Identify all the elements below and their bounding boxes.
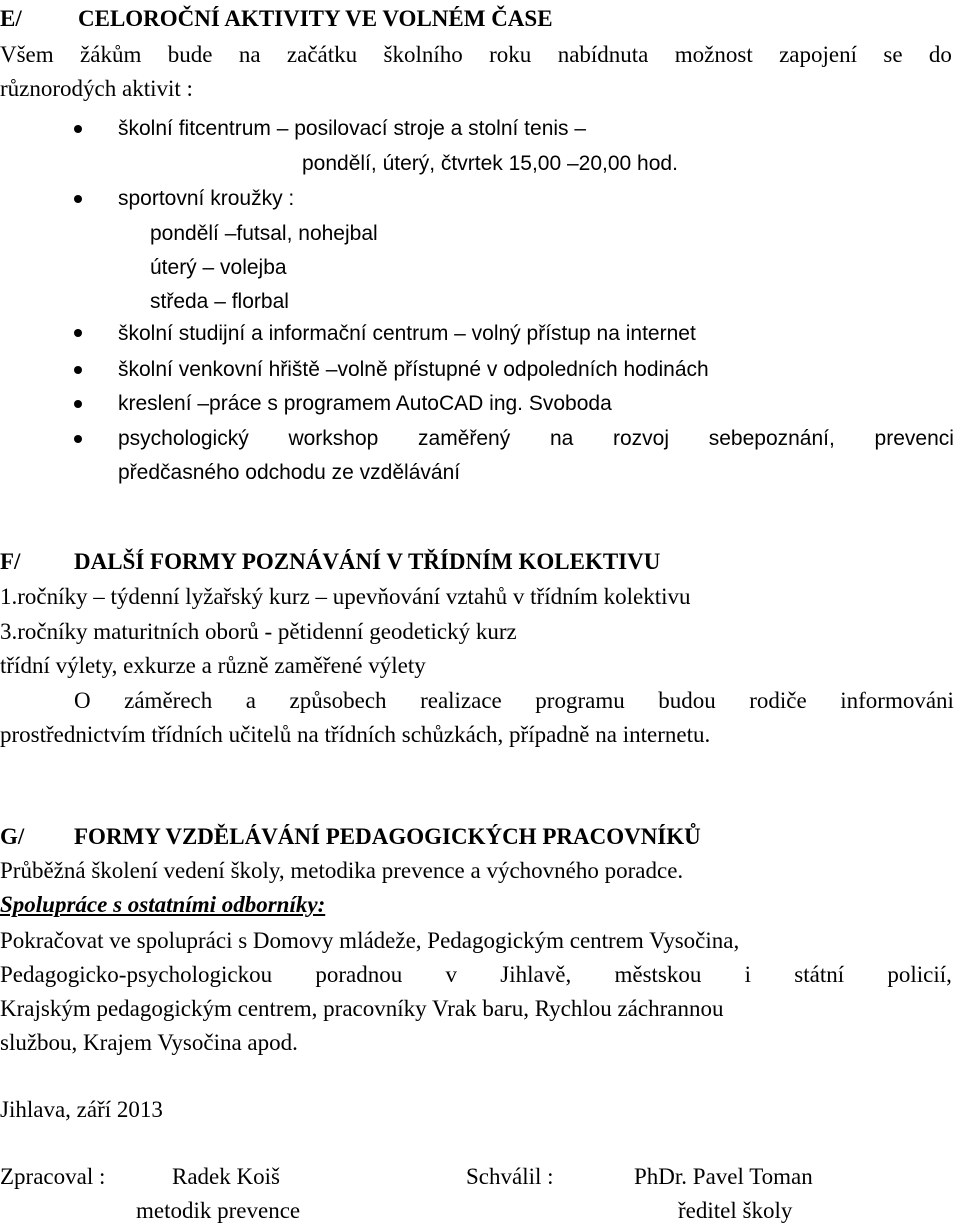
section-f-title: DALŠÍ FORMY POZNÁVÁNÍ V TŘÍDNÍM KOLEKTIVU <box>74 549 661 574</box>
section-g-line2: Pokračovat ve spolupráci s Domovy mládeže, Pedagogickým centrem Vysočina, <box>0 928 740 953</box>
list-item: sportovní kroužky : <box>118 187 295 210</box>
section-g-line3 <box>0 960 952 990</box>
word: v <box>445 962 458 987</box>
word: na <box>238 42 261 67</box>
word: informováni <box>840 688 954 713</box>
word: se <box>883 42 903 67</box>
word: programu <box>535 688 625 713</box>
section-g-subheading: Spolupráce s ostatními odborníky: <box>0 892 326 917</box>
list-item-continuation: pondělí, úterý, čtvrtek 15,00 –20,00 hod. <box>302 152 678 175</box>
word: workshop <box>288 427 379 450</box>
word: státní <box>794 962 845 987</box>
place-date: Jihlava, září 2013 <box>0 1097 163 1122</box>
word: Jihlavě, <box>500 962 572 987</box>
word: možnost <box>674 42 753 67</box>
list-item: kreslení –práce s programem AutoCAD ing. Svoboda <box>118 392 612 415</box>
section-e-intro-line1 <box>0 40 952 70</box>
list-item-continuation: předčasného odchodu ze vzdělávání <box>118 461 461 484</box>
word: rodiče <box>749 688 807 713</box>
word: budou <box>658 688 716 713</box>
word: psychologický <box>118 427 249 450</box>
section-g-letter: G/ <box>0 824 25 849</box>
word: i <box>744 962 752 987</box>
word: zapojení <box>779 42 857 67</box>
sub-item: středa – florbal <box>150 290 289 313</box>
word: nabídnuta <box>557 42 649 67</box>
word: roku <box>489 42 532 67</box>
word: realizace <box>420 688 502 713</box>
word: záměrech <box>124 688 213 713</box>
bullet-icon <box>74 366 82 374</box>
list-item <box>118 424 954 454</box>
bullet-icon <box>74 329 82 337</box>
list-item: školní fitcentrum – posilovací stroje a stolní tenis – <box>118 117 587 140</box>
prepared-name: Radek Koiš <box>172 1164 280 1189</box>
bullet-icon <box>74 435 82 443</box>
word: na <box>549 427 574 450</box>
word: O <box>74 688 91 713</box>
word: způsobech <box>289 688 387 713</box>
word: policií, <box>887 962 952 987</box>
approved-name: PhDr. Pavel Toman <box>634 1164 813 1189</box>
word: bude <box>167 42 213 67</box>
section-e-title: CELOROČNÍ AKTIVITY VE VOLNÉM ČASE <box>78 6 553 31</box>
section-f-line2: 3.ročníky maturitních oborů - pětidenní geodetický kurz <box>0 619 517 644</box>
section-g-line1: Průběžná školení vedení školy, metodika prevence a výchovného poradce. <box>0 858 684 883</box>
word: poradnou <box>315 962 403 987</box>
word: rozvoj <box>613 427 670 450</box>
approved-role: ředitel školy <box>678 1198 793 1223</box>
section-g-line5: službou, Krajem Vysočina apod. <box>0 1030 298 1055</box>
section-f-letter: F/ <box>0 549 21 574</box>
section-f-line5: prostřednictvím třídních učitelů na třídních schůzkách, případně na internetu. <box>0 722 711 747</box>
section-f-line3: třídní výlety, exkurze a různě zaměřené výlety <box>0 653 426 678</box>
word: Všem <box>0 42 54 67</box>
sub-item: úterý – volejba <box>150 256 287 279</box>
section-e-intro-line2: různorodých aktivit : <box>0 76 193 101</box>
bullet-icon <box>74 125 82 133</box>
word: školního <box>383 42 463 67</box>
section-g-line4: Krajským pedagogickým centrem, pracovníky Vrak baru, Rychlou záchrannou <box>0 996 724 1021</box>
word: žákům <box>80 42 142 67</box>
word: sebepoznání, <box>708 427 835 450</box>
prepared-label: Zpracoval : <box>0 1164 106 1189</box>
section-e-letter: E/ <box>0 6 22 31</box>
bullet-icon <box>74 195 82 203</box>
list-item: školní venkovní hřiště –volně přístupné v odpoledních hodinách <box>118 358 709 381</box>
prepared-role: metodik prevence <box>136 1198 301 1223</box>
section-g-title: FORMY VZDĚLÁVÁNÍ PEDAGOGICKÝCH PRACOVNÍKŮ <box>74 824 701 849</box>
section-f-line4 <box>74 686 954 716</box>
word: a <box>245 688 256 713</box>
bullet-icon <box>74 400 82 408</box>
word: do <box>928 42 952 67</box>
list-item: školní studijní a informační centrum – volný přístup na internet <box>118 322 696 345</box>
section-f-line1: 1.ročníky – týdenní lyžařský kurz – upevňování vztahů v třídním kolektivu <box>0 584 691 609</box>
word: prevenci <box>874 427 954 450</box>
word: městskou <box>614 962 702 987</box>
word: Pedagogicko-psychologickou <box>0 962 273 987</box>
word: začátku <box>286 42 358 67</box>
approved-label: Schválil : <box>466 1164 554 1189</box>
sub-item: pondělí –futsal, nohejbal <box>150 222 378 245</box>
word: zaměřený <box>418 427 511 450</box>
